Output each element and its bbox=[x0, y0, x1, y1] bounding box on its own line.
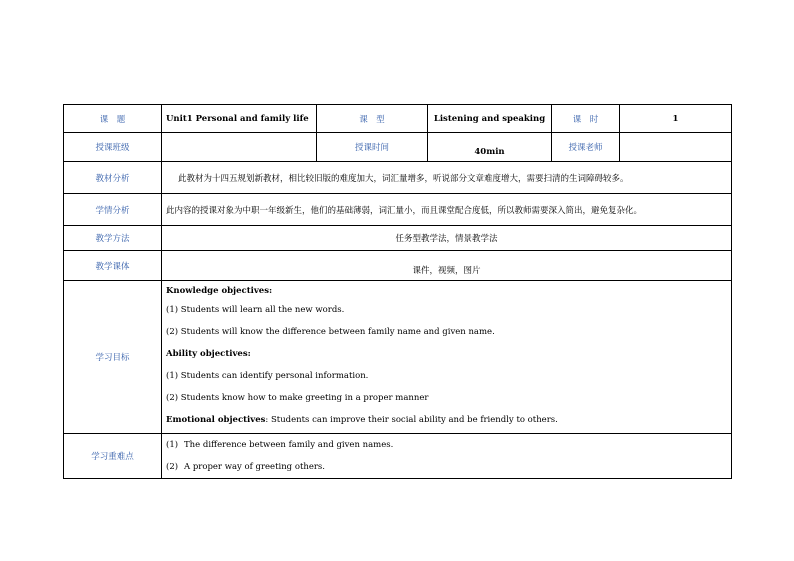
ability-item-2: (2) Students know how to make greeting in a proper manner bbox=[166, 393, 429, 403]
topic-label: 课 题 bbox=[64, 105, 162, 133]
row-keypoints bbox=[64, 434, 732, 479]
knowledge-heading: Knowledge objectives: bbox=[166, 286, 273, 296]
teacher-label: 授课老师 bbox=[552, 133, 620, 162]
ability-item-1: (1) Students can identify personal information. bbox=[166, 371, 369, 381]
keypoints-label: 学习重难点 bbox=[64, 434, 162, 479]
keypoint-2 bbox=[166, 456, 727, 478]
teacher-value bbox=[620, 133, 732, 162]
time-label: 授课时间 bbox=[317, 133, 428, 162]
objectives-content bbox=[162, 281, 732, 434]
students-label: 学情分析 bbox=[64, 194, 162, 226]
row-materials bbox=[64, 162, 732, 194]
topic-value: Unit1 Personal and family life bbox=[162, 105, 317, 133]
students-text: 此内容的授课对象为中职一年级新生，他们的基础薄弱，词汇量小，而且课堂配合度低，所以教师需要深入简出，避免复杂化。 bbox=[162, 194, 732, 226]
keypoint-1 bbox=[166, 434, 727, 456]
emotional-heading: Emotional objectives bbox=[166, 415, 266, 425]
row-class-info bbox=[64, 133, 732, 162]
knowledge-item-1: (1) Students will learn all the new words. bbox=[166, 305, 345, 315]
media-label: 教学课体 bbox=[64, 251, 162, 281]
row-methods bbox=[64, 226, 732, 251]
methods-text: 任务型教学法，情景教学法 bbox=[162, 226, 732, 251]
time-value: 40min bbox=[428, 133, 552, 162]
lesson-type-value: Listening and speaking bbox=[428, 105, 552, 133]
emotional-objectives bbox=[166, 409, 727, 431]
keypoint-1-number: (1) bbox=[166, 440, 179, 450]
keypoint-2-text: A proper way of greeting others. bbox=[184, 462, 325, 472]
objectives-label: 学习目标 bbox=[64, 281, 162, 434]
row-students bbox=[64, 194, 732, 226]
class-label: 授课班级 bbox=[64, 133, 162, 162]
row-objectives bbox=[64, 281, 732, 434]
emotional-text: : Students can improve their social ability and be friendly to others. bbox=[265, 415, 558, 425]
knowledge-item-2: (2) Students will know the difference between family name and given name. bbox=[166, 327, 495, 337]
lesson-hours-label: 课 时 bbox=[552, 105, 620, 133]
row-media bbox=[64, 251, 732, 281]
keypoint-2-number: (2) bbox=[166, 462, 179, 472]
ability-heading: Ability objectives: bbox=[166, 349, 251, 359]
lesson-type-label: 课 型 bbox=[317, 105, 428, 133]
keypoint-1-text: The difference between family and given names. bbox=[184, 440, 394, 450]
keypoints-content bbox=[162, 434, 732, 479]
lesson-hours-value: 1 bbox=[620, 105, 732, 133]
class-value bbox=[162, 133, 317, 162]
methods-label: 教学方法 bbox=[64, 226, 162, 251]
media-text: 课件，视频，图片 bbox=[162, 251, 732, 281]
materials-label: 教材分析 bbox=[64, 162, 162, 194]
lesson-plan-table bbox=[63, 104, 732, 479]
row-topic bbox=[64, 105, 732, 133]
materials-text: 此教材为十四五规划新教材，相比较旧版的难度加大，词汇量增多，听说部分文章难度增大，需要扫清的生词障碍较多。 bbox=[162, 162, 732, 194]
